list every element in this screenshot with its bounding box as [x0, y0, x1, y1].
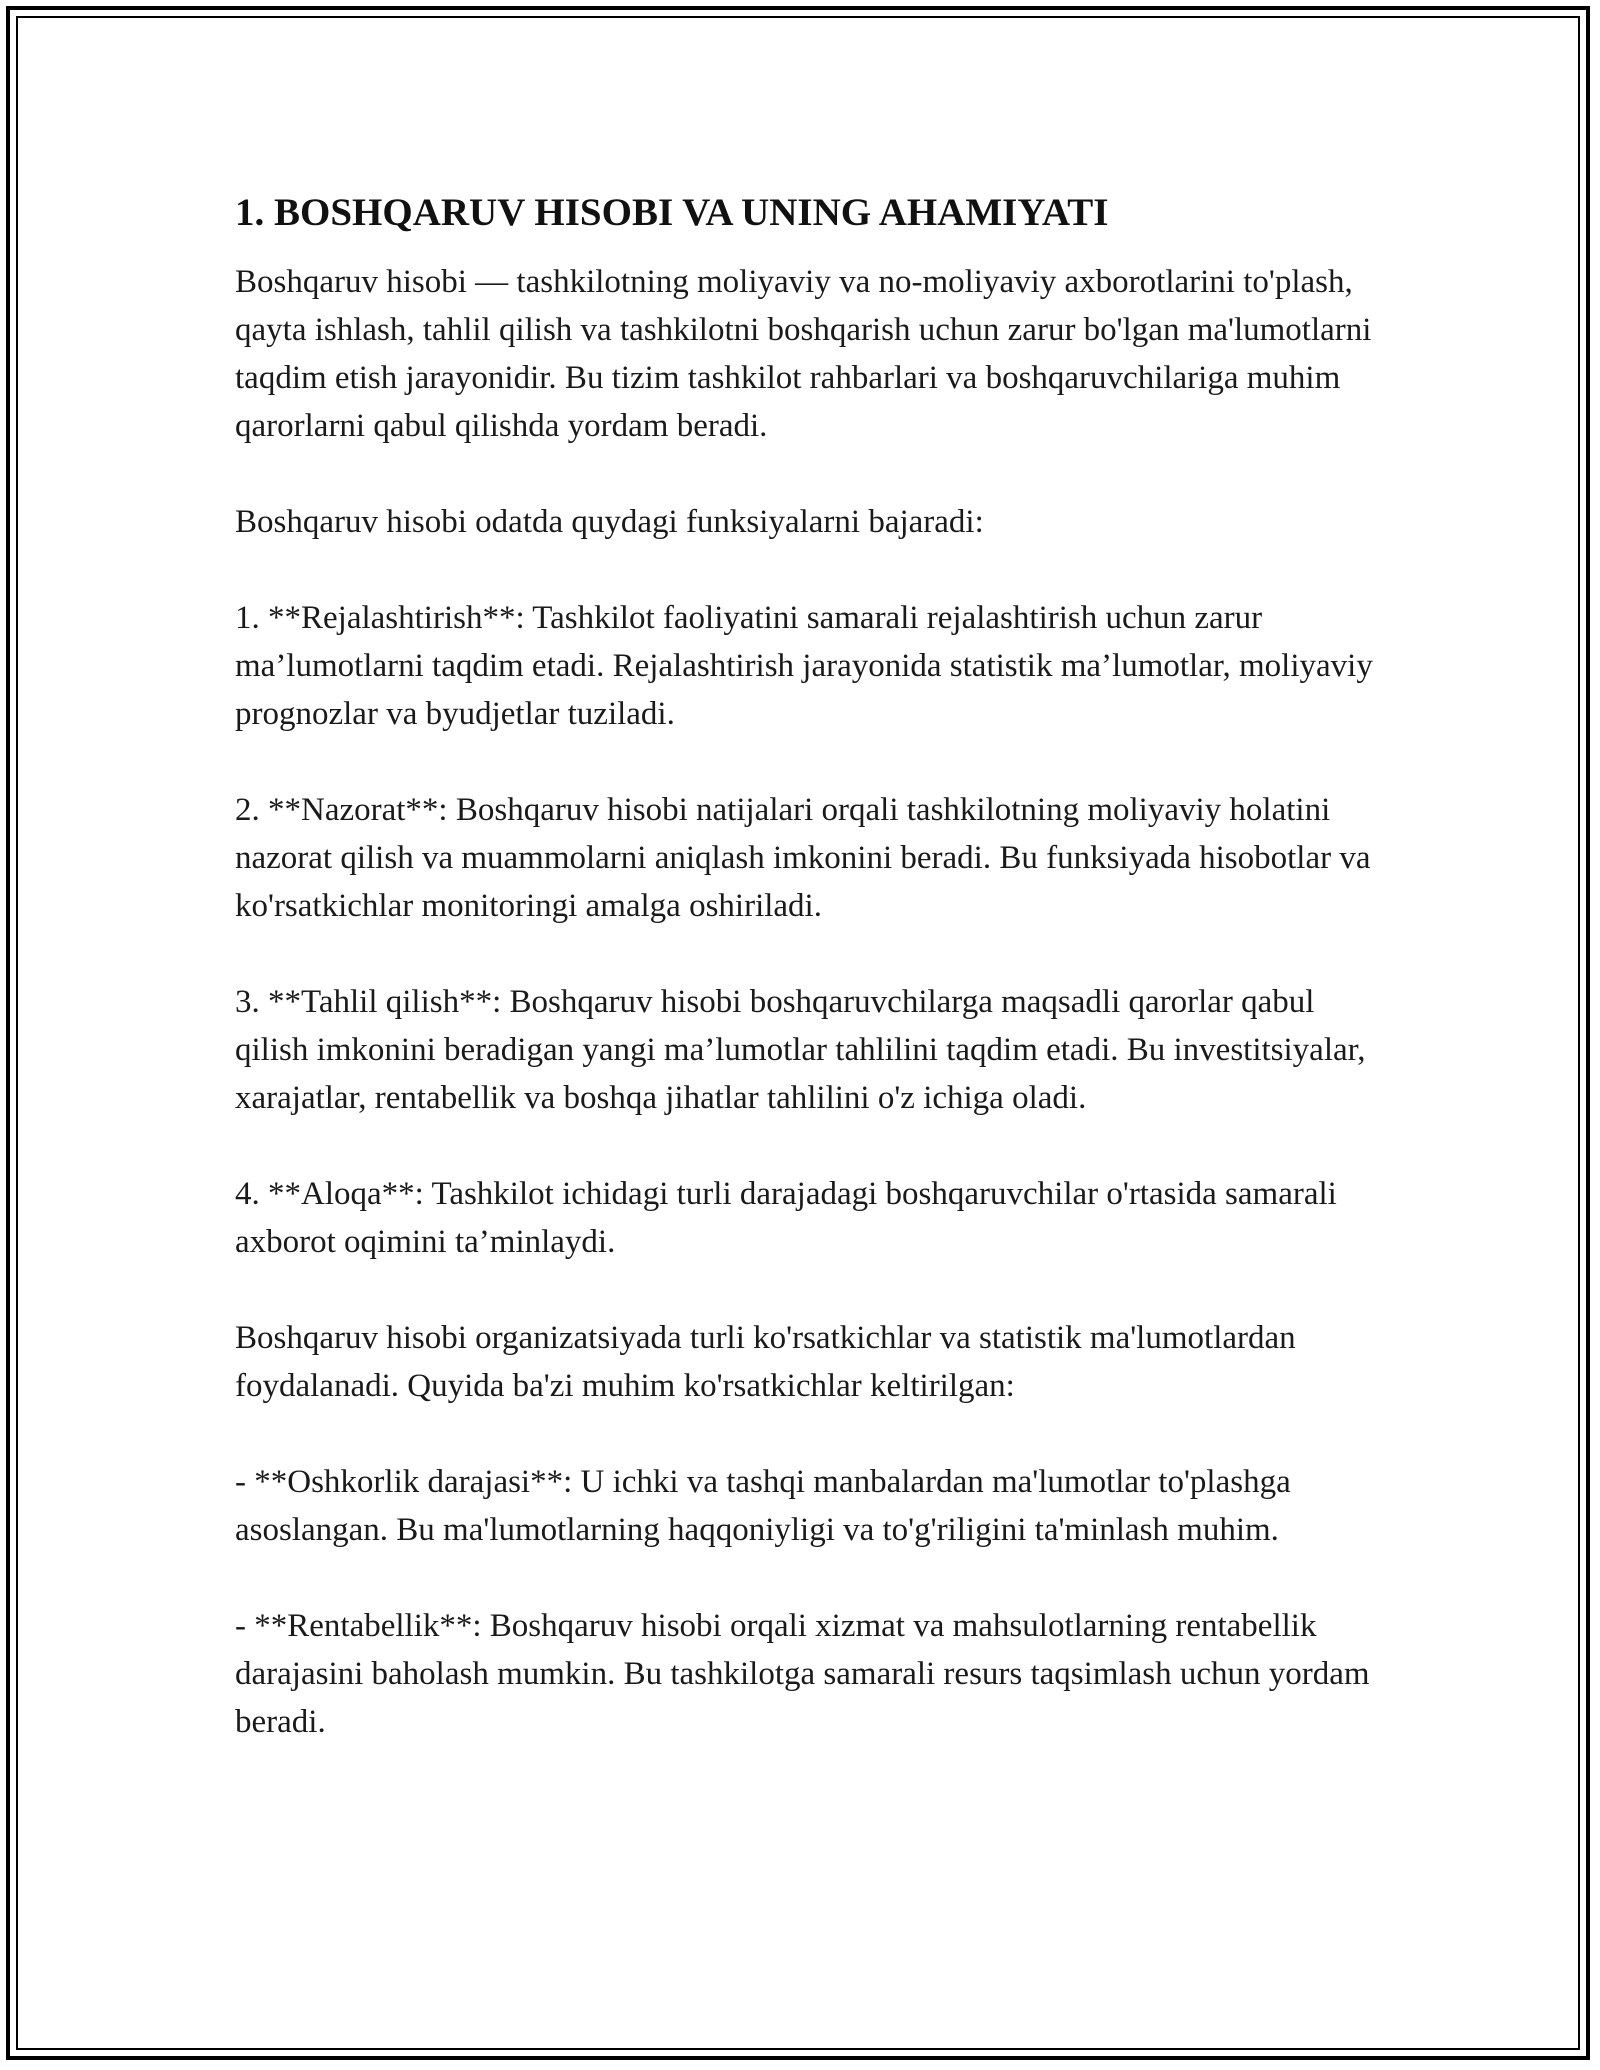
paragraph-profitability: - **Rentabellik**: Boshqaruv hisobi orqali xizmat va mahsulotlarning rentabellik darajasini baholash mumkin. Bu tashkilotga samarali resurs taqsimlash uchun yordam beradi.: [235, 1608, 1370, 1740]
paragraph-planning: 1. **Rejalashtirish**: Tashkilot faoliyatini samarali rejalashtirish uchun zarur ma’lumotlarni taqdim etadi. Rejalashtirish jarayonida statistik ma’lumotlar, moliyaviy prognozlar va byudjetlar tuziladi.: [235, 600, 1373, 732]
paragraph-communication: 4. **Aloqa**: Tashkilot ichidagi turli darajadagi boshqaruvchilar o'rtasida samarali axborot oqimini ta’minlaydi.: [235, 1176, 1337, 1260]
paragraph-control: 2. **Nazorat**: Boshqaruv hisobi natijalari orqali tashkilotning moliyaviy holatini nazorat qilish va muammolarni aniqlash imkonini beradi. Bu funksiyada hisobotlar va ko'rsatkichlar monitoringi amalga oshiriladi.: [235, 792, 1371, 924]
paragraph-transparency: - **Oshkorlik darajasi**: U ichki va tashqi manbalardan ma'lumotlar to'plashga asoslangan. Bu ma'lumotlarning haqqoniyligi va to'g'riligini ta'minlash muhim.: [235, 1464, 1291, 1548]
document-body: [235, 188, 1385, 1794]
paragraph-intro: Boshqaruv hisobi — tashkilotning moliyaviy va no-moliyaviy axborotlarini to'plash, qayta ishlash, tahlil qilish va tashkilotni boshqarish uchun zarur bo'lgan ma'lumotlarni taqdim etish jarayonidir. Bu tizim tashkilot rahbarlari va boshqaruvchilariga muhim qarorlarni qabul qilishda yordam beradi.: [235, 264, 1372, 444]
paragraph-analysis: 3. **Tahlil qilish**: Boshqaruv hisobi boshqaruvchilarga maqsadli qarorlar qabul qilish imkonini beradigan yangi ma’lumotlar tahlilini taqdim etadi. Bu investitsiyalar, xarajatlar, rentabellik va boshqa jihatlar tahlilini o'z ichiga oladi.: [235, 984, 1366, 1116]
section-heading: 1. BOSHQARUV HISOBI VA UNING AHAMIYATI: [235, 191, 1109, 234]
paragraph-functions-lead: Boshqaruv hisobi odatda quydagi funksiyalarni bajaradi:: [235, 504, 984, 540]
paragraph-indicators-lead: Boshqaruv hisobi organizatsiyada turli ko'rsatkichlar va statistik ma'lumotlardan foydalanadi. Quyida ba'zi muhim ko'rsatkichlar keltirilgan:: [235, 1320, 1296, 1404]
